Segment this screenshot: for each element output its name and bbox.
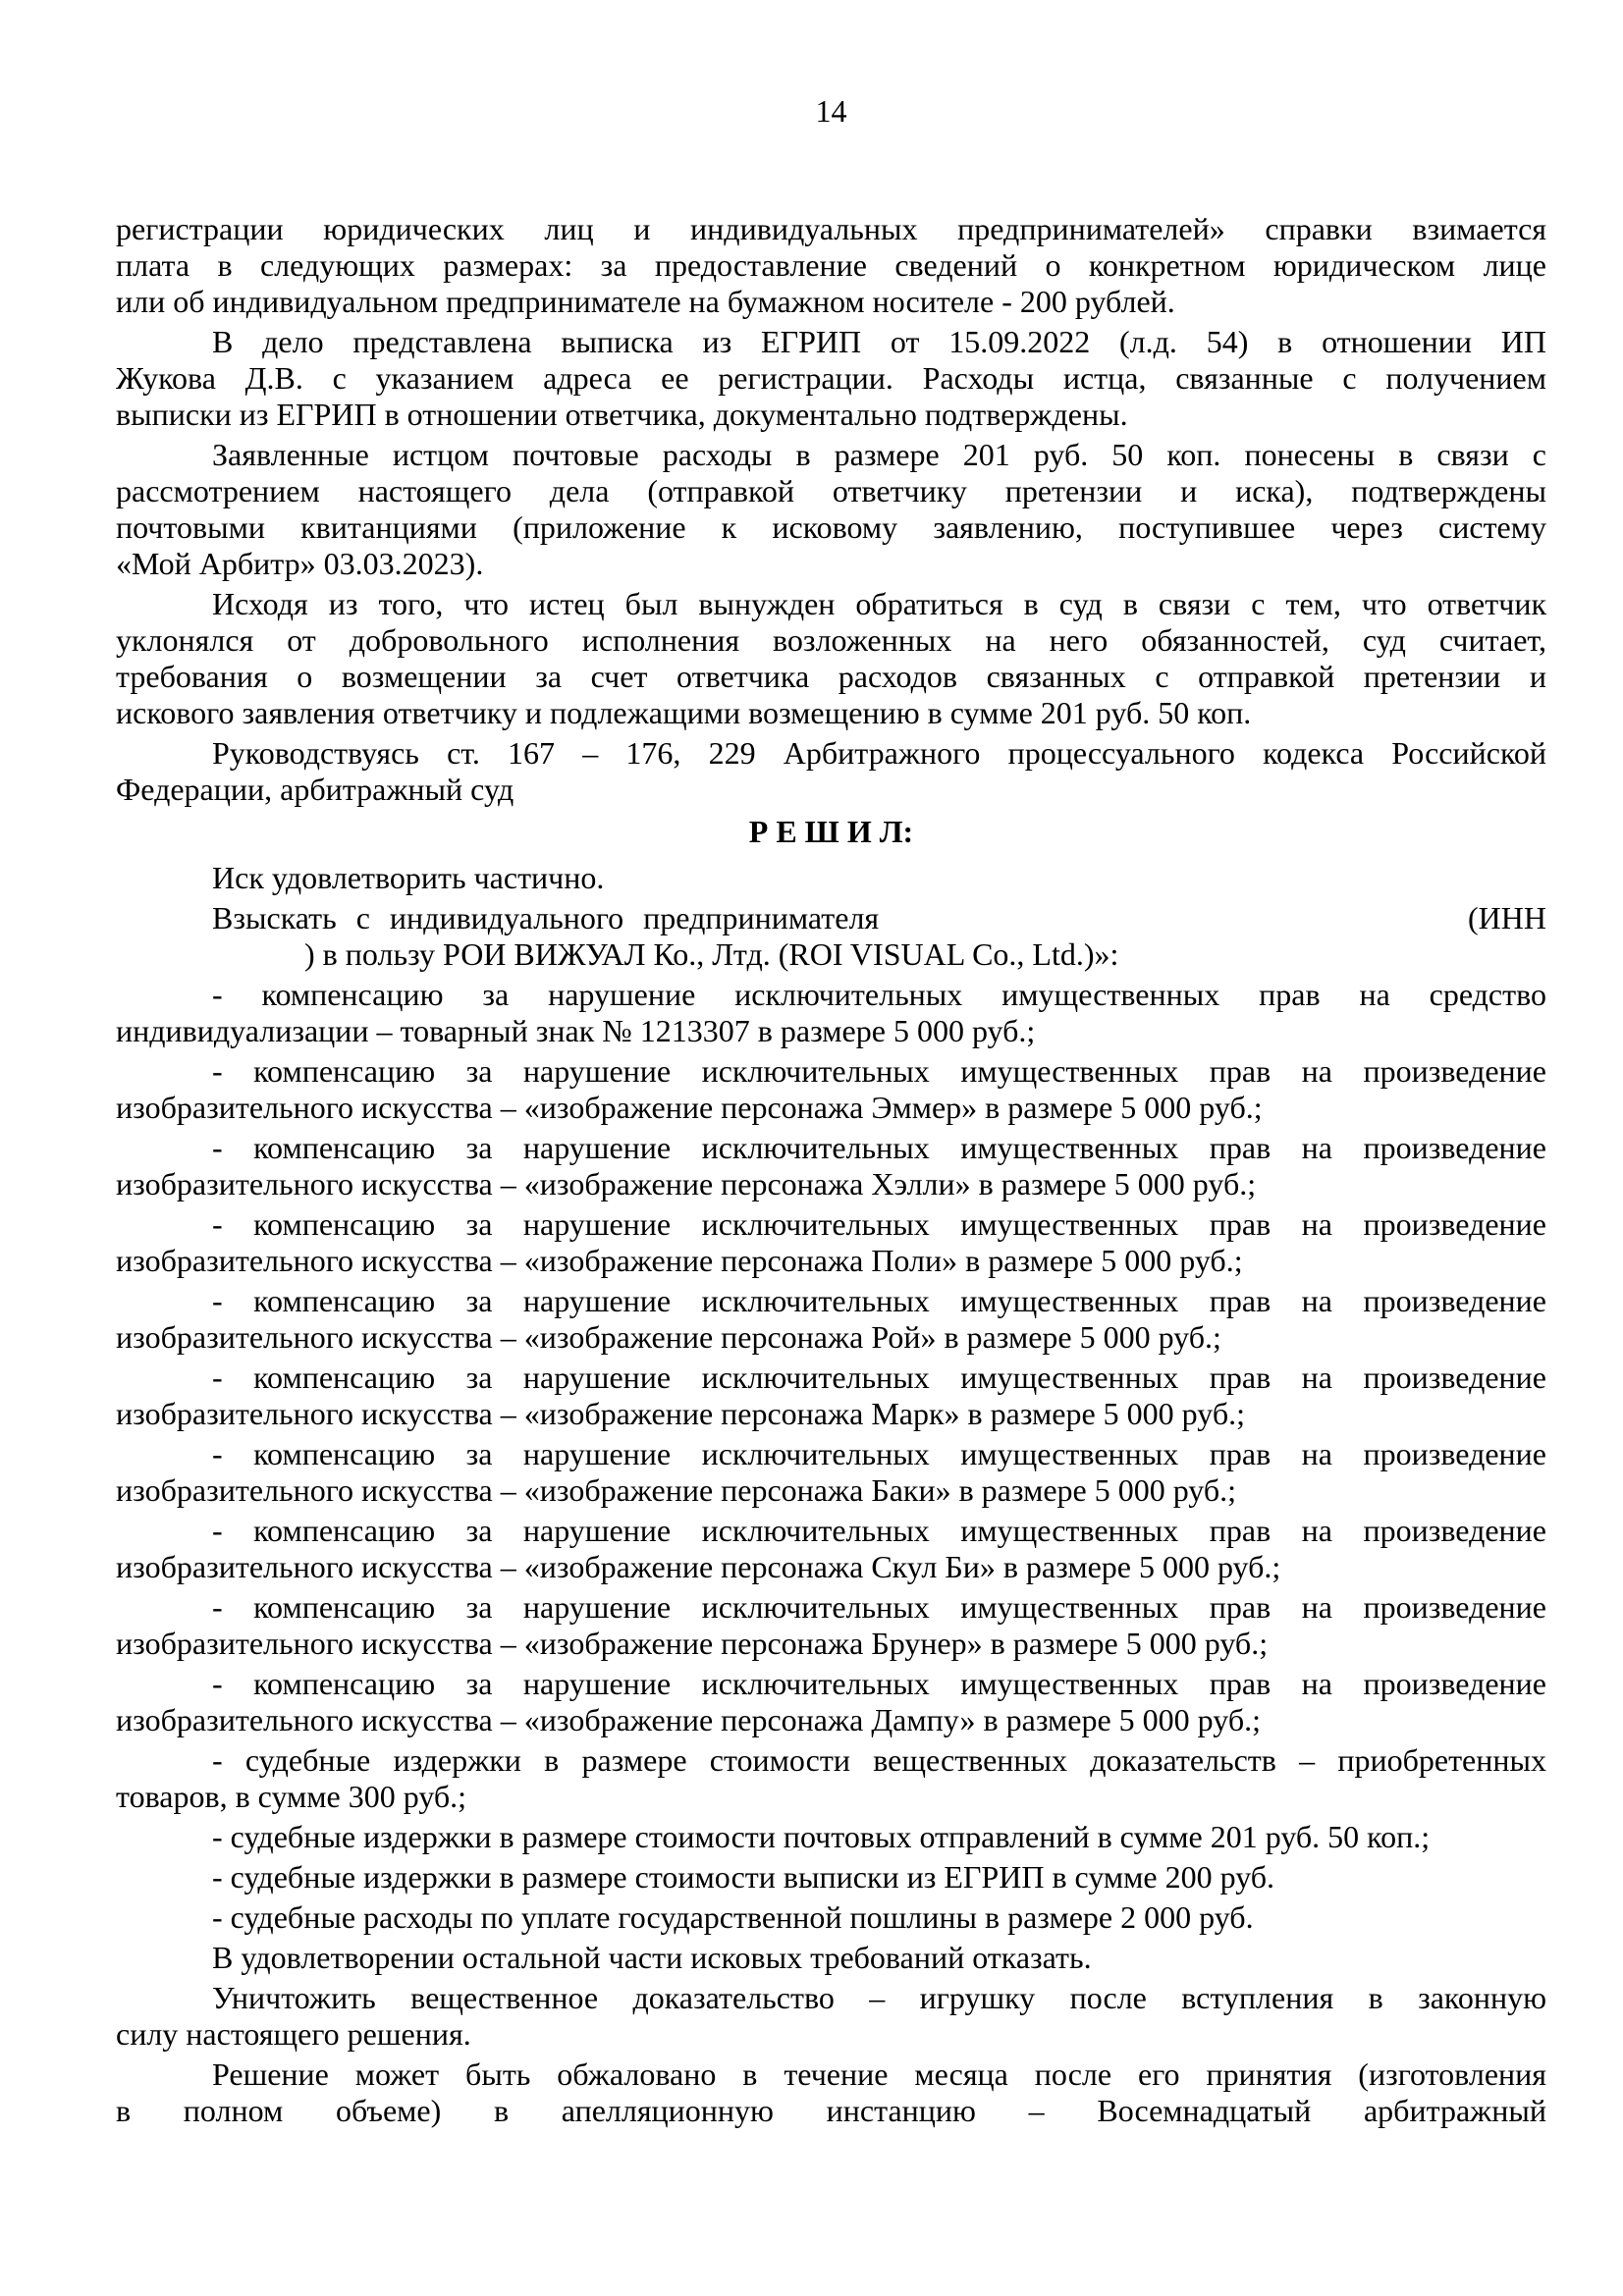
page-number: 14: [815, 93, 847, 129]
text-line: - судебные издержки в размере стоимости почтовых отправлений в сумме 201 руб. 50 коп.;: [212, 1819, 1431, 1854]
text-line: «Мой Арбитр» 03.03.2023).: [116, 546, 484, 581]
text-line: искового заявления ответчику и подлежащими возмещению в сумме 201 руб. 50 коп.: [116, 695, 1252, 730]
decision-list-item: [116, 1283, 1546, 1356]
document-body: [116, 211, 1546, 2129]
text-line: - компенсацию за нарушение исключительных имущественных прав на произведение: [212, 1436, 1546, 1471]
paragraph: [116, 2056, 1546, 2129]
text-line: уклонялся от добровольного исполнения возложенных на него обязанностей, суд считает,: [116, 622, 1546, 658]
text-line: в полном объеме) в апелляционную инстанцию – Восемнадцатый арбитражный: [116, 2093, 1546, 2128]
decision-list-item: [116, 1053, 1546, 1126]
text-line: - судебные расходы по уплате государственной пошлины в размере 2 000 руб.: [212, 1899, 1254, 1935]
text-line: изобразительного искусства – «изображение персонажа Рой» в размере 5 000 руб.;: [116, 1319, 1221, 1355]
decision-list-item: [116, 1206, 1546, 1279]
decision-list-item: [116, 1666, 1546, 1738]
paragraph: [116, 586, 1546, 731]
decision-list-item: [116, 1130, 1546, 1202]
text-line: Уничтожить вещественное доказательство – игрушку после вступления в законную: [212, 1980, 1546, 2015]
text-line: - компенсацию за нарушение исключительных имущественных прав на произведение: [212, 1283, 1546, 1318]
decision-list-item: [116, 1899, 1546, 1936]
text-line: Федерации, арбитражный суд: [116, 772, 514, 807]
claimant-text: ) в пользу РОИ ВИЖУАЛ Ко., Лтд. (ROI VISUAL Co., Ltd.)»:: [304, 936, 1119, 972]
text-line: изобразительного искусства – «изображение персонажа Дампу» в размере 5 000 руб.;: [116, 1702, 1261, 1737]
text-line: Решение может быть обжаловано в течение месяца после его принятия (изготовления: [212, 2056, 1546, 2092]
text-line: выписки из ЕГРИП в отношении ответчика, документально подтверждены.: [116, 397, 1128, 432]
text-line: - компенсацию за нарушение исключительных имущественных прав на произведение: [212, 1053, 1546, 1089]
paragraph: [116, 1980, 1546, 2053]
decision-list-item: [116, 1513, 1546, 1585]
text-line: плата в следующих размерах: за предоставление сведений о конкретном юридическом лице: [116, 247, 1546, 283]
text-line: изобразительного искусства – «изображение персонажа Поли» в размере 5 000 руб.;: [116, 1243, 1243, 1278]
decision-list-item: [116, 1436, 1546, 1509]
paragraph: [116, 211, 1546, 320]
text-line: силу настоящего решения.: [116, 2016, 471, 2052]
decision-list-item: [116, 1859, 1546, 1896]
text-line: Заявленные истцом почтовые расходы в размере 201 руб. 50 коп. понесены в связи с: [212, 437, 1546, 472]
redaction-gap: [879, 900, 1468, 936]
text-line: товаров, в сумме 300 руб.;: [116, 1779, 467, 1814]
paragraph: [116, 860, 1546, 896]
text-line: Руководствуясь ст. 167 – 176, 229 Арбитражного процессуального кодекса Российской: [212, 735, 1546, 771]
paragraph: [116, 437, 1546, 582]
decision-list-item: [116, 1742, 1546, 1815]
text-line: Иск удовлетворить частично.: [212, 860, 605, 895]
text-line: - компенсацию за нарушение исключительных имущественных прав на произведение: [212, 1360, 1546, 1395]
paragraph: [116, 1940, 1546, 1976]
text-line: индивидуализации – товарный знак № 1213307 в размере 5 000 руб.;: [116, 1013, 1036, 1048]
text-line: изобразительного искусства – «изображение персонажа Хэлли» в размере 5 000 руб.;: [116, 1166, 1257, 1201]
text-line: рассмотрением настоящего дела (отправкой ответчику претензии и иска), подтверждены: [116, 473, 1546, 508]
text-line: - компенсацию за нарушение исключительных имущественных прав на произведение: [212, 1130, 1546, 1165]
paragraph: [116, 735, 1546, 808]
text-line: изобразительного искусства – «изображение персонажа Эммер» в размере 5 000 руб.;: [116, 1090, 1263, 1125]
inn-label: (ИНН: [1468, 900, 1546, 935]
text-line: - компенсацию за нарушение исключительных имущественных прав на средство: [212, 977, 1546, 1012]
resolution-heading: Р Е Ш И Л:: [748, 814, 914, 849]
text-line: В удовлетворении остальной части исковых требований отказать.: [212, 1940, 1092, 1975]
text-line: или об индивидуальном предпринимателе на бумажном носителе - 200 рублей.: [116, 284, 1175, 319]
text-line: изобразительного искусства – «изображение персонажа Скул Би» в размере 5 000 руб.;: [116, 1549, 1281, 1584]
paragraph: [116, 324, 1546, 433]
text-line: регистрации юридических лиц и индивидуальных предпринимателей» справки взимается: [116, 211, 1546, 246]
text-line: изобразительного искусства – «изображение персонажа Марк» в размере 5 000 руб.;: [116, 1396, 1245, 1431]
decision-list-item: [116, 1589, 1546, 1662]
text-line: Исходя из того, что истец был вынужден обратиться в суд в связи с тем, что ответчик: [212, 586, 1546, 621]
text-line: - судебные издержки в размере стоимости вещественных доказательств – приобретенных: [212, 1742, 1546, 1778]
text-line: требования о возмещении за счет ответчика расходов связанных с отправкой претензии и: [116, 659, 1546, 694]
text-line: - компенсацию за нарушение исключительных имущественных прав на произведение: [212, 1513, 1546, 1548]
text-line: - компенсацию за нарушение исключительных имущественных прав на произведение: [212, 1666, 1546, 1701]
text-line: Жукова Д.В. с указанием адреса ее регистрации. Расходы истца, связанные с получением: [116, 360, 1546, 396]
text-line: [116, 900, 1546, 936]
text-line: В дело представлена выписка из ЕГРИП от 15.09.2022 (л.д. 54) в отношении ИП: [212, 324, 1546, 359]
decision-list-item: [116, 1819, 1546, 1855]
text-line: - компенсацию за нарушение исключительных имущественных прав на произведение: [212, 1206, 1546, 1242]
text-line: почтовыми квитанциями (приложение к исковому заявлению, поступившее через систему: [116, 509, 1546, 545]
text-line: - судебные издержки в размере стоимости выписки из ЕГРИП в сумме 200 руб.: [212, 1859, 1275, 1895]
decision-list-item: [116, 977, 1546, 1049]
text-line: изобразительного искусства – «изображение персонажа Баки» в размере 5 000 руб.;: [116, 1472, 1237, 1508]
defendant-text: Взыскать с индивидуального предпринимателя: [212, 900, 880, 935]
text-line: - компенсацию за нарушение исключительных имущественных прав на произведение: [212, 1589, 1546, 1625]
defendant-recovery-paragraph: [116, 900, 1546, 973]
text-line: изобразительного искусства – «изображение персонажа Брунер» в размере 5 000 руб.;: [116, 1626, 1269, 1661]
decision-list-item: [116, 1360, 1546, 1432]
